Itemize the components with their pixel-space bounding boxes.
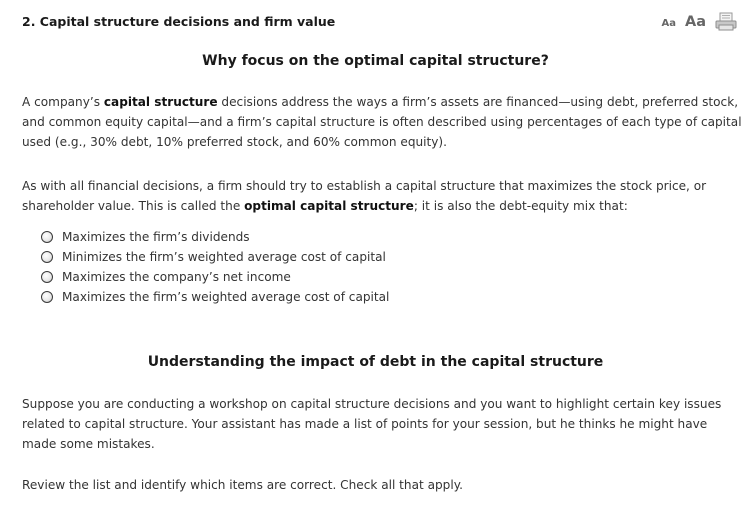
- decrease-font-button[interactable]: Aa: [661, 18, 676, 29]
- answer-option-maximize-wacc[interactable]: [41, 287, 389, 307]
- answer-option-minimize-wacc[interactable]: [41, 247, 389, 267]
- paragraph-text: decisions address the ways a firm’s assets are financed—using debt, preferred stock, and common equity capital—and a firm’s capital structure is often described using percentages of each type of capital used (e.g., 30% debt, 10% preferred stock, and 60% common equity).: [22, 95, 742, 149]
- radio-button[interactable]: [41, 231, 53, 243]
- option-label: Maximizes the company’s net income: [62, 270, 291, 284]
- answer-option-dividends[interactable]: [41, 227, 389, 247]
- answer-option-net-income[interactable]: [41, 267, 389, 287]
- section-heading-optimal-capital-structure: Why focus on the optimal capital structure?: [202, 53, 549, 69]
- radio-button[interactable]: [41, 271, 53, 283]
- instructions-paragraph: Review the list and identify which items are correct. Check all that apply.: [22, 478, 463, 492]
- section-heading-impact-of-debt: Understanding the impact of debt in the capital structure: [147, 354, 604, 370]
- optimal-structure-paragraph: [22, 176, 744, 216]
- print-icon[interactable]: [715, 12, 737, 31]
- increase-font-button[interactable]: Aa: [684, 14, 706, 30]
- term-capital-structure: capital structure: [103, 95, 218, 109]
- option-label: Maximizes the firm’s dividends: [62, 230, 250, 244]
- capital-structure-paragraph: [22, 92, 744, 152]
- paragraph-text: ; it is also the debt-equity mix that:: [413, 199, 628, 213]
- radio-button[interactable]: [41, 291, 53, 303]
- text-tools: [661, 12, 737, 31]
- answer-options: [41, 227, 389, 307]
- option-label: Minimizes the firm’s weighted average cost of capital: [62, 250, 386, 264]
- option-label: Maximizes the firm’s weighted average cost of capital: [62, 290, 390, 304]
- paragraph-text: A company’s: [22, 95, 104, 109]
- term-optimal-capital-structure: optimal capital structure: [244, 199, 414, 213]
- workshop-paragraph: Suppose you are conducting a workshop on capital structure decisions and you want to highlight certain key issues related to capital structure. Your assistant has made a list of points for your session, but he thinks he might have made some mistakes.: [22, 397, 722, 451]
- radio-button[interactable]: [41, 251, 53, 263]
- question-title: 2. Capital structure decisions and firm value: [22, 14, 336, 29]
- paragraph-text: As with all financial decisions, a firm should try to establish a capital structure that maximizes the stock price, or shareholder value. This is called the: [22, 179, 707, 213]
